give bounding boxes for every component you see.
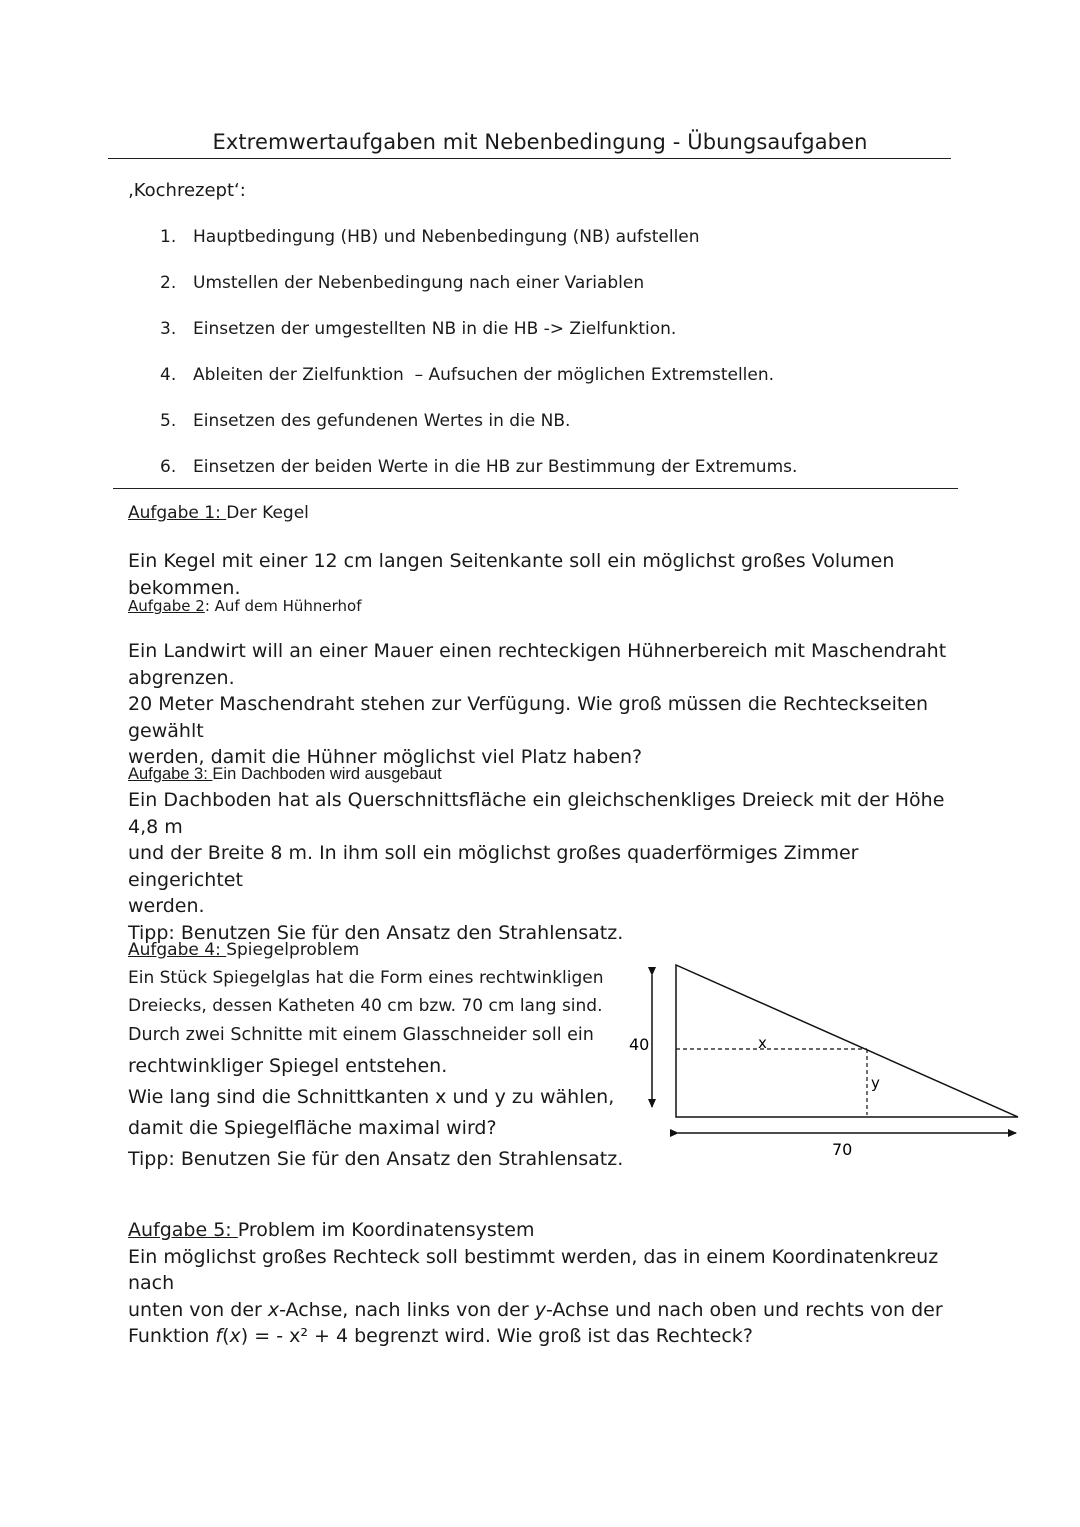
task-5-line: Ein möglichst großes Rechteck soll bestimmt werden, das in einem Koordinatenkreuz nach — [128, 1245, 939, 1294]
task-3-heading — [128, 765, 442, 784]
recipe-step — [160, 411, 570, 431]
task-4-line: Durch zwei Schnitte mit einem Glasschneider soll ein — [128, 1025, 594, 1045]
var-x: x — [229, 1325, 241, 1347]
text-span: -Achse und nach oben und rechts von der — [545, 1298, 943, 1321]
task-4-name: Spiegelproblem — [226, 940, 360, 960]
recipe-step — [160, 319, 676, 339]
step-text: Einsetzen der beiden Werte in die HB zur Bestimmung der Extremums. — [193, 457, 798, 477]
width-label: 70 — [832, 1140, 853, 1159]
y-label: y — [871, 1074, 880, 1092]
mirror-triangle-figure — [610, 955, 1040, 1170]
text-span: -Achse, nach links von der — [279, 1298, 535, 1321]
task-4-line: rechtwinkliger Spiegel entstehen. — [128, 1055, 448, 1077]
task-4-line: Dreiecks, dessen Katheten 40 cm bzw. 70 cm lang sind. — [128, 996, 603, 1016]
step-number: 3. — [160, 319, 177, 339]
step-number: 6. — [160, 457, 177, 477]
recipe-step — [160, 457, 797, 477]
height-label: 40 — [629, 1035, 650, 1054]
step-text: Hauptbedingung (HB) und Nebenbedingung (NB) aufstellen — [193, 227, 700, 247]
var-x: x — [267, 1298, 280, 1321]
text-span: unten von der — [128, 1298, 268, 1321]
recipe-step — [160, 365, 774, 385]
triangle-outline — [676, 965, 1018, 1117]
step-number: 4. — [160, 365, 177, 385]
task-1-heading — [128, 503, 309, 523]
task-4-heading — [128, 940, 608, 968]
task-3-line: Ein Dachboden hat als Querschnittsfläche ein gleichschenkliges Dreieck mit der Höhe 4,8 m — [128, 789, 945, 838]
step-text: Einsetzen der umgestellten NB in die HB -> Zielfunktion. — [193, 319, 677, 339]
task-4-label: Aufgabe 4: — [128, 940, 227, 960]
task-5-line — [128, 1323, 958, 1350]
task-2-name: : Auf dem Hühnerhof — [204, 597, 362, 615]
task-3-line: Tipp: Benutzen Sie für den Ansatz den Strahlensatz. — [128, 921, 624, 944]
title-divider — [108, 158, 951, 159]
step-text: Ableiten der Zielfunktion – Aufsuchen der möglichen Extremstellen. — [193, 365, 775, 385]
text-span: ( — [222, 1325, 230, 1347]
task-1-label: Aufgabe 1: — [128, 503, 227, 523]
task-2-text — [128, 638, 958, 771]
task-3-line: und der Breite 8 m. In ihm soll ein möglichst großes quaderförmiges Zimmer eingerichtet — [128, 842, 859, 891]
task-4-line: Ein Stück Spiegelglas hat die Form eines rechtwinkligen — [128, 968, 604, 988]
task-5-label: Aufgabe 5: — [128, 1219, 238, 1241]
recipe-divider — [113, 488, 958, 489]
task-3-label: Aufgabe 3: — [128, 765, 213, 783]
task-2-line: 20 Meter Maschendraht stehen zur Verfügung. Wie groß müssen die Rechteckseiten gewählt — [128, 693, 929, 742]
task-5-name: Problem im Koordinatensystem — [237, 1219, 535, 1241]
step-number: 2. — [160, 273, 177, 293]
task-2-line: Ein Landwirt will an einer Mauer einen rechteckigen Hühnerbereich mit Maschendraht — [128, 640, 947, 662]
function-name: f — [215, 1325, 223, 1347]
task-4-line: damit die Spiegelfläche maximal wird? — [128, 1117, 497, 1139]
task-5-text — [128, 1217, 958, 1350]
recipe-step — [160, 273, 644, 293]
task-2-heading — [128, 597, 362, 615]
step-number: 5. — [160, 411, 177, 431]
step-number: 1. — [160, 227, 177, 247]
task-4-text — [128, 940, 624, 1179]
task-4-line: Wie lang sind die Schnittkanten x und y zu wählen, — [128, 1086, 615, 1108]
text-span: Funktion — [128, 1325, 216, 1347]
recipe-label: ‚Kochrezept‘: — [128, 180, 246, 201]
task-5-line — [128, 1297, 958, 1324]
task-5-heading — [128, 1217, 958, 1244]
task-2-label: Aufgabe 2 — [128, 597, 205, 615]
page-title: Extremwertaufgaben mit Nebenbedingung - Übungsaufgaben — [212, 130, 868, 154]
task-3-line: werden. — [128, 895, 205, 917]
var-y: y — [534, 1298, 546, 1321]
step-text: Einsetzen des gefundenen Wertes in die NB. — [193, 411, 571, 431]
text-span: ) = - x² + 4 begrenzt wird. Wie groß ist das Rechteck? — [240, 1325, 753, 1347]
recipe-step — [160, 227, 700, 247]
task-1-text: Ein Kegel mit einer 12 cm langen Seitenkante soll ein möglichst großes Volumen bekommen. — [128, 550, 895, 599]
task-2-line: abgrenzen. — [128, 666, 235, 689]
step-text: Umstellen der Nebenbedingung nach einer Variablen — [193, 273, 645, 293]
task-1-name: Der Kegel — [226, 503, 309, 523]
task-2-line: werden, damit die Hühner möglichst viel Platz haben? — [128, 746, 643, 768]
task-3-name: Ein Dachboden wird ausgebaut — [212, 765, 442, 783]
task-4-line: Tipp: Benutzen Sie für den Ansatz den Strahlensatz. — [128, 1148, 624, 1170]
x-label: x — [758, 1034, 767, 1052]
task-3-text — [128, 787, 958, 946]
